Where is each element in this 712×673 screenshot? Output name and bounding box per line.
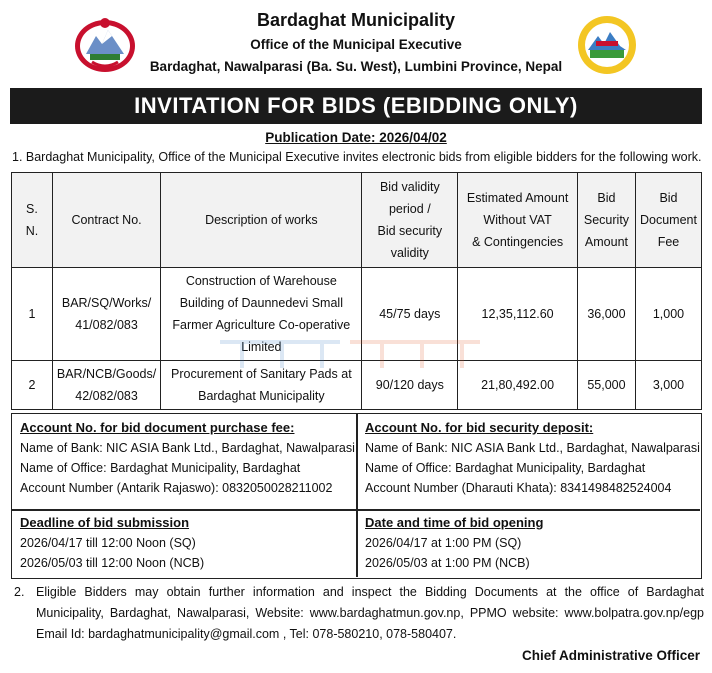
bid-opening-line: 2026/04/17 at 1:00 PM (SQ) bbox=[365, 536, 522, 550]
cell-fee: 1,000 bbox=[635, 268, 701, 361]
cell-contract bbox=[52, 361, 160, 410]
header-validity-line: Bid security bbox=[377, 224, 443, 238]
cell-description bbox=[161, 361, 362, 410]
submission-deadline-line: 2026/04/17 till 12:00 Noon (SQ) bbox=[20, 536, 196, 550]
purchase-fee-office: Name of Office: Bardaghat Municipality, Bardaghat bbox=[20, 461, 301, 475]
cell-security: 55,000 bbox=[577, 361, 635, 410]
municipality-logo-icon bbox=[576, 14, 638, 76]
address: Bardaghat, Nawalparasi (Ba. Su. West), Lumbini Province, Nepal bbox=[149, 59, 563, 74]
header-validity bbox=[362, 173, 458, 268]
cell-description-line: Bardaghat Municipality bbox=[198, 389, 325, 403]
header-sn-line: S. bbox=[26, 202, 38, 216]
table-row bbox=[12, 268, 702, 361]
cell-validity: 45/75 days bbox=[362, 268, 458, 361]
submission-deadline-line: 2026/05/03 till 12:00 Noon (NCB) bbox=[20, 556, 205, 570]
security-deposit-bank: Name of Bank: NIC ASIA Bank Ltd., Bardaghat, Nawalparasi bbox=[365, 441, 700, 455]
submission-deadline bbox=[20, 513, 204, 573]
header-fee-line: Document bbox=[639, 213, 697, 227]
cell-sn: 2 bbox=[12, 361, 53, 410]
table-row bbox=[12, 361, 702, 410]
note-number: 2. bbox=[14, 585, 25, 599]
bids-table bbox=[11, 172, 702, 410]
header-validity-line: validity bbox=[390, 246, 429, 260]
cell-description-line: Procurement of Sanitary Pads at bbox=[171, 367, 352, 381]
note-paragraph bbox=[14, 582, 704, 645]
header-security bbox=[577, 173, 635, 268]
security-deposit-account bbox=[365, 418, 700, 498]
purchase-fee-account bbox=[20, 418, 355, 498]
cell-description-line: Construction of Warehouse bbox=[185, 274, 337, 288]
table-header-row bbox=[12, 173, 702, 268]
publication-date bbox=[0, 130, 712, 145]
security-deposit-title: Account No. for bid security deposit: bbox=[365, 420, 594, 435]
page-title: INVITATION FOR BIDS (EBIDDING ONLY) bbox=[10, 88, 702, 124]
intro-paragraph: 1. Bardaghat Municipality, Office of the Municipal Executive invites electronic bids from eligible bidders for the following work. bbox=[12, 150, 702, 164]
org-name: Bardaghat Municipality bbox=[256, 10, 456, 30]
divider bbox=[12, 509, 700, 511]
header-security-line: Bid bbox=[597, 191, 616, 205]
header-estimate-line: & Contingencies bbox=[472, 235, 564, 249]
header-validity-line: Bid validity bbox=[379, 180, 440, 194]
cell-description-line: Building of Daunnedevi Small bbox=[179, 296, 343, 310]
header-fee-line: Fee bbox=[657, 235, 680, 249]
notice-header bbox=[0, 0, 712, 88]
cell-contract-line: BAR/SQ/Works/ bbox=[61, 296, 152, 310]
purchase-fee-number: Account Number (Antarik Rajaswo): 0832050028211002 bbox=[20, 481, 333, 495]
header-security-line: Security bbox=[583, 213, 630, 227]
cell-estimate: 12,35,112.60 bbox=[458, 268, 578, 361]
publication-date-text: Publication Date: 2026/04/02 bbox=[265, 130, 447, 145]
cell-description-line: Limited bbox=[241, 340, 282, 354]
cell-contract-line: 42/082/083 bbox=[75, 389, 138, 403]
header-fee-line: Bid bbox=[659, 191, 678, 205]
header-contract: Contract No. bbox=[52, 173, 160, 268]
account-info-box bbox=[11, 413, 702, 579]
cell-contract bbox=[52, 268, 160, 361]
signature: Chief Administrative Officer bbox=[521, 648, 700, 663]
security-deposit-office: Name of Office: Bardaghat Municipality, Bardaghat bbox=[365, 461, 646, 475]
bid-opening bbox=[365, 513, 543, 573]
header-security-line: Amount bbox=[584, 235, 629, 249]
header-estimate-line: Estimated Amount bbox=[466, 191, 569, 205]
note-text: Eligible Bidders may obtain further information and inspect the Bidding Documents at the office of Bardaghat Municipality, Bardaghat, Nawalparasi, Website: www.bardaghatmun.gov.np, PPMO website: www.bolpatra.gov.np/egp Email Id: bardaghatmunicipality@gmail.com , Tel: 078-580210, 078-580407. bbox=[36, 585, 704, 641]
cell-validity: 90/120 days bbox=[362, 361, 458, 410]
security-deposit-number: Account Number (Dharauti Khata): 8341498482524004 bbox=[365, 481, 672, 495]
bid-opening-line: 2026/05/03 at 1:00 PM (NCB) bbox=[365, 556, 530, 570]
cell-contract-line: BAR/NCB/Goods/ bbox=[56, 367, 157, 381]
cell-fee: 3,000 bbox=[635, 361, 701, 410]
cell-sn: 1 bbox=[12, 268, 53, 361]
header-estimate bbox=[458, 173, 578, 268]
cell-security: 36,000 bbox=[577, 268, 635, 361]
header-fee bbox=[635, 173, 701, 268]
bid-opening-title: Date and time of bid opening bbox=[365, 515, 544, 530]
purchase-fee-title: Account No. for bid document purchase fee: bbox=[20, 420, 295, 435]
submission-deadline-title: Deadline of bid submission bbox=[20, 515, 190, 530]
cell-estimate: 21,80,492.00 bbox=[458, 361, 578, 410]
header-validity-line: period / bbox=[388, 202, 431, 216]
divider bbox=[356, 414, 358, 577]
purchase-fee-bank: Name of Bank: NIC ASIA Bank Ltd., Bardaghat, Nawalparasi bbox=[20, 441, 355, 455]
cell-contract-line: 41/082/083 bbox=[75, 318, 138, 332]
header-sn-line: N. bbox=[25, 224, 39, 238]
office-name: Office of the Municipal Executive bbox=[250, 37, 462, 52]
cell-description-line: Farmer Agriculture Co-operative bbox=[172, 318, 351, 332]
header-description: Description of works bbox=[161, 173, 362, 268]
header-sn bbox=[12, 173, 53, 268]
header-estimate-line: Without VAT bbox=[483, 213, 552, 227]
cell-description bbox=[161, 268, 362, 361]
